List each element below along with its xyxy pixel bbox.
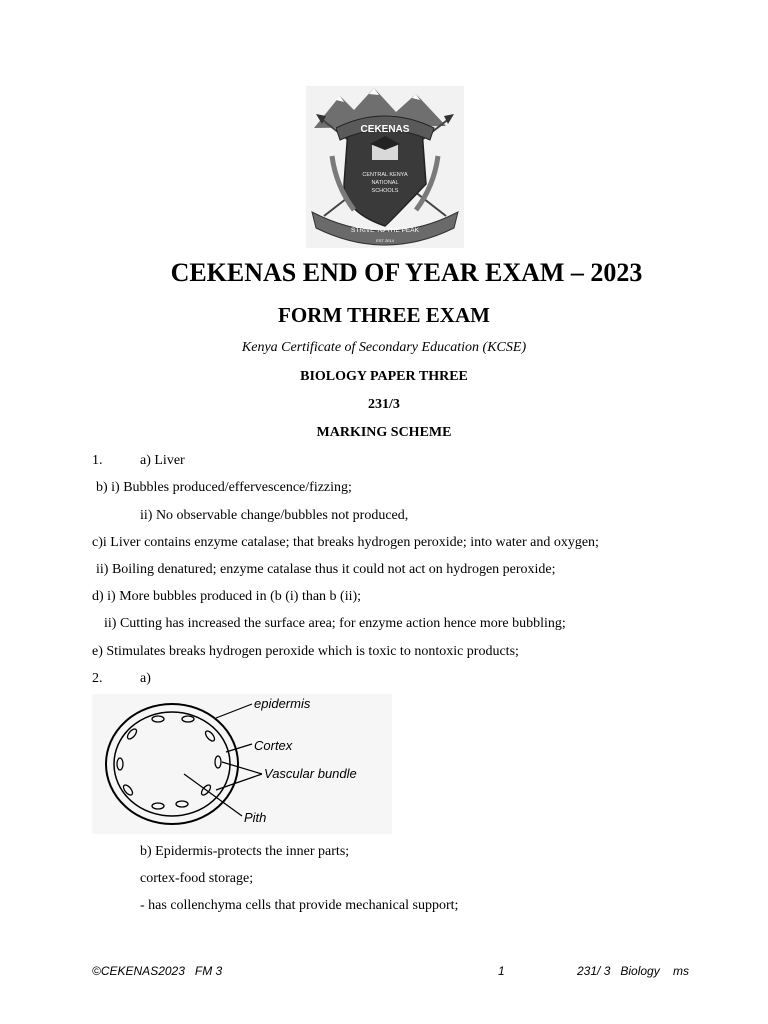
exam-title: CEKENAS END OF YEAR EXAM – 2023: [170, 258, 643, 287]
q1-c-i-answer: c)i Liver contains enzyme catalase; that breaks hydrogen peroxide; into water and oxygen;: [92, 535, 599, 550]
q1-c-ii-answer: ii) Boiling denatured; enzyme catalase thus it could not act on hydrogen peroxide;: [96, 562, 556, 577]
diagram-label-pith: Pith: [244, 810, 267, 825]
paper-code: 231/3: [368, 397, 400, 412]
q2-b-cortex-answer: cortex-food storage;: [140, 871, 254, 886]
logo-est: EST 2014: [376, 238, 394, 243]
logo-shield-text-1: CENTRAL KENYA: [362, 172, 408, 178]
cekenas-logo: [306, 86, 464, 248]
diagram-label-epidermis: epidermis: [254, 696, 311, 711]
q1-number: 1.: [92, 453, 103, 468]
q1-d-ii-answer: ii) Cutting has increased the surface area; for enzyme action hence more bubbling;: [104, 616, 566, 631]
diagram-label-cortex: Cortex: [254, 738, 293, 753]
paper-name: BIOLOGY PAPER THREE: [300, 369, 468, 384]
q1-d-i-answer: d) i) More bubbles produced in (b (i) than b (ii);: [92, 589, 362, 604]
q1-a-answer: a) Liver: [140, 453, 185, 468]
q1-b-i-answer: b) i) Bubbles produced/effervescence/fizzing;: [96, 480, 352, 495]
footer-paper-code: 231/ 3 Biology ms: [577, 964, 690, 978]
logo-banner-text: CEKENAS: [360, 124, 410, 135]
certificate-name: Kenya Certificate of Secondary Education (KCSE): [241, 340, 527, 355]
q2-b-collenchyma-answer: - has collenchyma cells that provide mechanical support;: [140, 898, 459, 913]
stem-cross-section-diagram: [92, 694, 392, 834]
q1-b-ii-answer: ii) No observable change/bubbles not produced,: [140, 508, 409, 523]
q2-a-label: a): [140, 671, 151, 686]
logo-motto: STRIVE TO THE PEAK: [351, 227, 419, 234]
logo-shield-text-3: SCHOOLS: [371, 188, 399, 194]
diagram-label-vascular-bundle: Vascular bundle: [264, 766, 357, 781]
footer-copyright: ©CEKENAS2023 FM 3: [92, 964, 223, 978]
logo-shield-text-2: NATIONAL: [371, 180, 399, 186]
exam-subtitle: FORM THREE EXAM: [278, 303, 490, 327]
q2-b-epidermis-answer: b) Epidermis-protects the inner parts;: [140, 844, 350, 859]
q2-number: 2.: [92, 671, 103, 686]
q1-e-answer: e) Stimulates breaks hydrogen peroxide which is toxic to nontoxic products;: [92, 644, 519, 659]
footer-page-number: 1: [498, 964, 505, 978]
marking-scheme-heading: MARKING SCHEME: [316, 425, 452, 440]
